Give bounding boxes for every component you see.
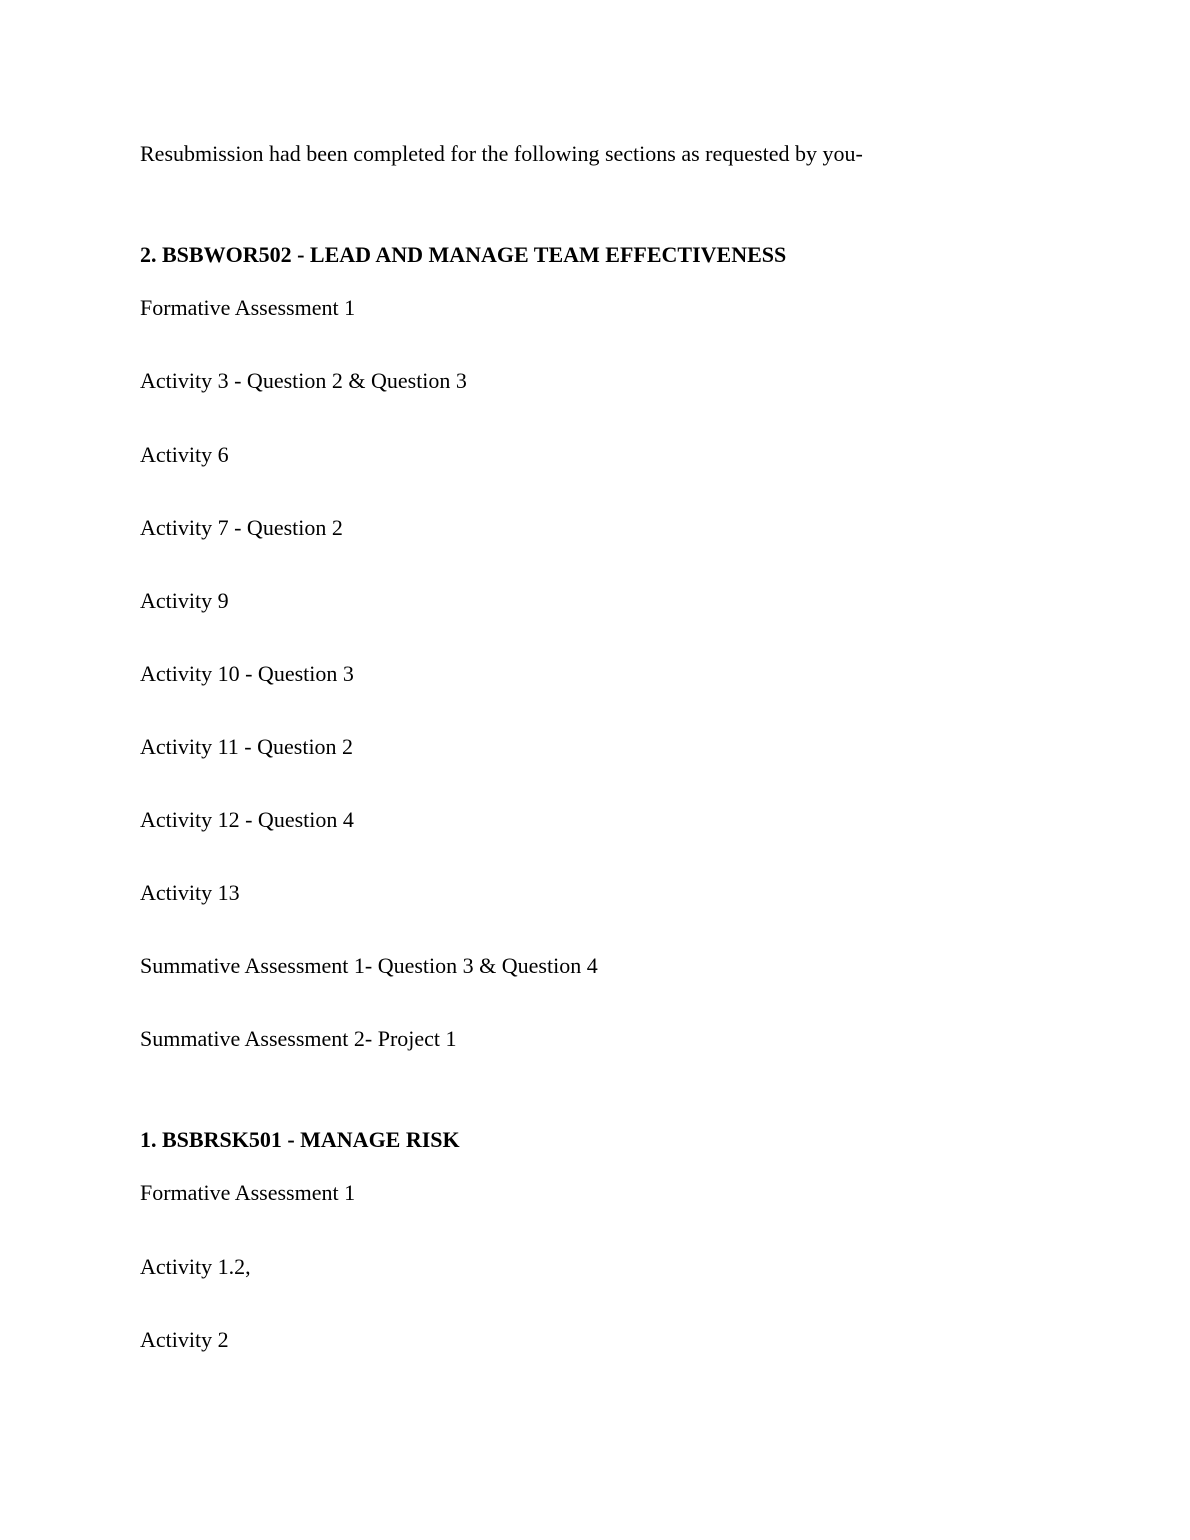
list-item: Activity 2 (140, 1327, 229, 1352)
intro-text: Resubmission had been completed for the following sections as requested by you- (140, 141, 863, 166)
list-item: Activity 13 (140, 880, 240, 905)
list-item: Activity 10 - Question 3 (140, 661, 354, 686)
list-item: Activity 7 - Question 2 (140, 515, 343, 540)
list-item: Formative Assessment 1 (140, 1180, 356, 1205)
list-item: Activity 3 - Question 2 & Question 3 (140, 368, 467, 393)
list-item: Activity 11 - Question 2 (140, 734, 354, 759)
list-item: Activity 12 - Question 4 (140, 807, 354, 832)
list-item: Summative Assessment 1- Question 3 & Question 4 (140, 953, 598, 978)
list-item: Activity 1.2, (140, 1254, 251, 1279)
list-item: Summative Assessment 2- Project 1 (140, 1026, 457, 1051)
list-item: Formative Assessment 1 (140, 295, 356, 320)
list-item: Activity 9 (140, 588, 229, 613)
section-heading: 2. BSBWOR502 - LEAD AND MANAGE TEAM EFFECTIVENESS (140, 242, 787, 267)
list-item: Activity 6 (140, 442, 229, 467)
section-heading: 1. BSBRSK501 - MANAGE RISK (140, 1127, 460, 1152)
